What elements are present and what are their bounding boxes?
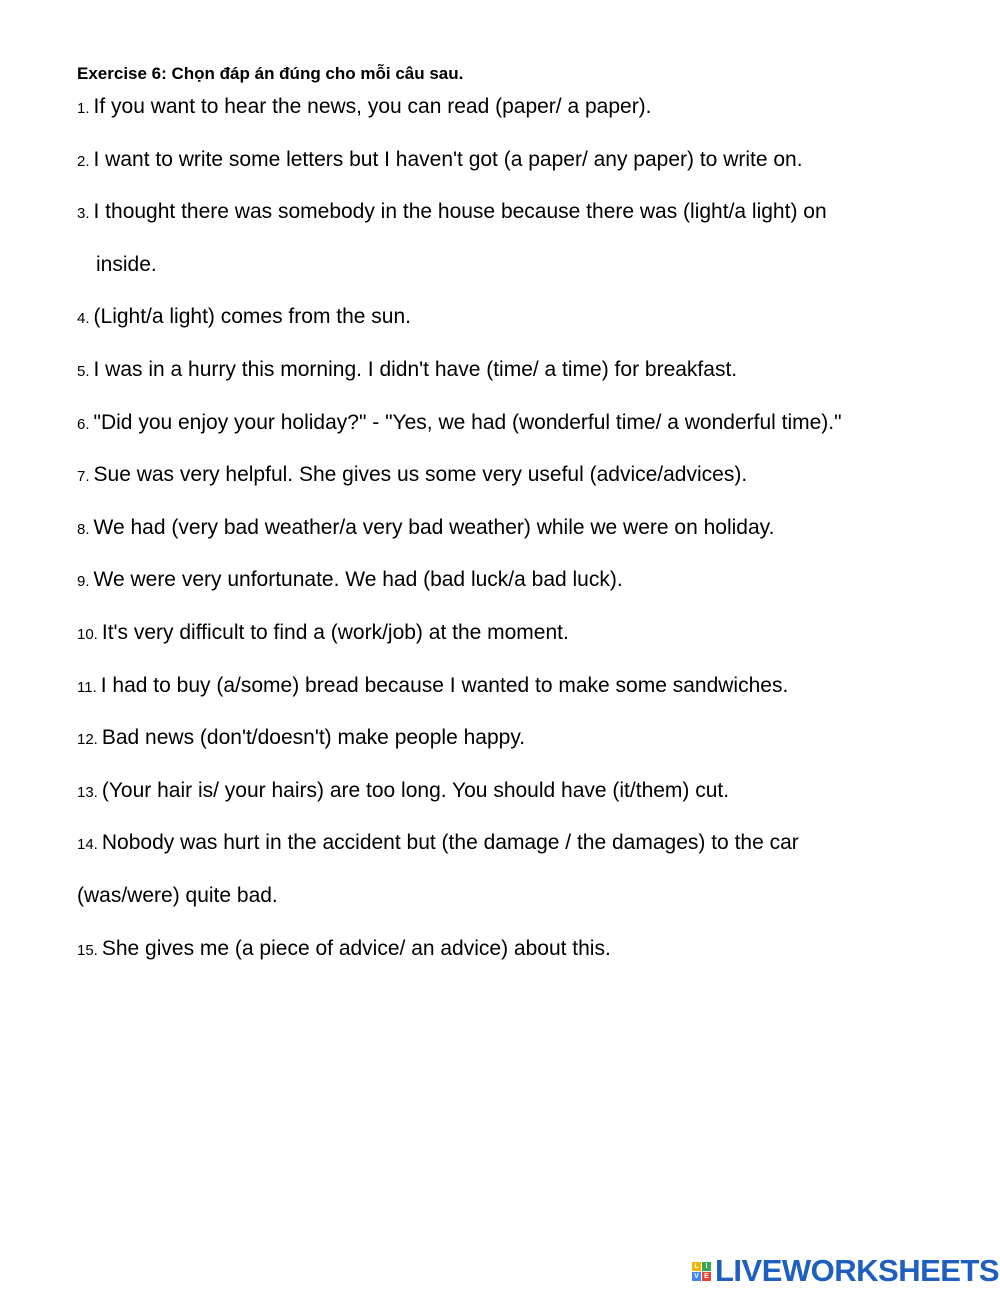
question-14	[77, 826, 977, 879]
exercise-title: Exercise 6: Chọn đáp án đúng cho mỗi câu sau.	[77, 64, 464, 83]
question-number: 2.	[77, 152, 90, 170]
question-12	[77, 721, 977, 774]
question-text: I was in a hurry this morning. I didn't have (time/ a time) for breakfast.	[93, 357, 738, 381]
question-number: 13.	[77, 783, 98, 801]
question-text: I thought there was somebody in the house because there was (light/a light) on	[93, 200, 827, 224]
question-15	[77, 932, 977, 985]
question-6	[77, 406, 977, 459]
question-4	[77, 300, 977, 353]
question-number: 14.	[77, 836, 98, 854]
question-1	[77, 90, 977, 143]
question-text: Sue was very helpful. She gives us some very useful (advice/advices).	[93, 463, 748, 487]
question-number: 8.	[77, 520, 90, 538]
question-10	[77, 616, 977, 669]
logo-letter: E	[702, 1272, 711, 1281]
liveworksheets-logo	[692, 1253, 999, 1289]
question-text: We had (very bad weather/a very bad weather) while we were on holiday.	[93, 515, 775, 539]
question-number: 3.	[77, 205, 90, 223]
question-5	[77, 353, 977, 406]
question-3	[77, 195, 977, 248]
question-9	[77, 563, 977, 616]
question-number: 10.	[77, 625, 98, 643]
question-text: (Light/a light) comes from the sun.	[93, 305, 411, 329]
question-text: (Your hair is/ your hairs) are too long. You should have (it/them) cut.	[101, 778, 730, 802]
logo-letter: I	[702, 1262, 711, 1271]
question-number: 6.	[77, 415, 90, 433]
question-number: 11.	[77, 678, 97, 696]
logo-letter: L	[692, 1262, 701, 1271]
question-number: 12.	[77, 731, 98, 749]
question-number: 4.	[77, 310, 90, 328]
question-number: 1.	[77, 100, 90, 117]
question-number: 15.	[77, 941, 98, 959]
question-2	[77, 143, 977, 196]
logo-letter: V	[692, 1272, 701, 1281]
question-text: I want to write some letters but I haven't got (a paper/ any paper) to write on.	[93, 147, 803, 171]
question-14-continuation: (was/were) quite bad.	[77, 883, 278, 907]
question-text: She gives me (a piece of advice/ an advice) about this.	[101, 936, 611, 960]
question-3-continuation: inside.	[96, 252, 157, 276]
question-text: Bad news (don't/doesn't) make people happy.	[101, 726, 526, 750]
logo-text: LIVEWORKSHEETS	[715, 1253, 1000, 1288]
question-text: Nobody was hurt in the accident but (the damage / the damages) to the car	[101, 831, 799, 855]
question-number: 7.	[77, 468, 90, 486]
question-text: If you want to hear the news, you can read (paper/ a paper).	[93, 95, 652, 118]
question-list	[77, 90, 977, 984]
liveworksheets-logo-icon	[692, 1262, 711, 1281]
question-13	[77, 774, 977, 827]
question-number: 9.	[77, 573, 90, 591]
question-text: We were very unfortunate. We had (bad luck/a bad luck).	[93, 568, 623, 592]
question-8	[77, 511, 977, 564]
question-text: It's very difficult to find a (work/job) at the moment.	[101, 620, 569, 644]
question-7	[77, 458, 977, 511]
question-text: I had to buy (a/some) bread because I wanted to make some sandwiches.	[100, 673, 789, 697]
question-text: "Did you enjoy your holiday?" - "Yes, we had (wonderful time/ a wonderful time)."	[93, 410, 842, 434]
question-number: 5.	[77, 362, 90, 380]
question-11	[77, 669, 977, 722]
